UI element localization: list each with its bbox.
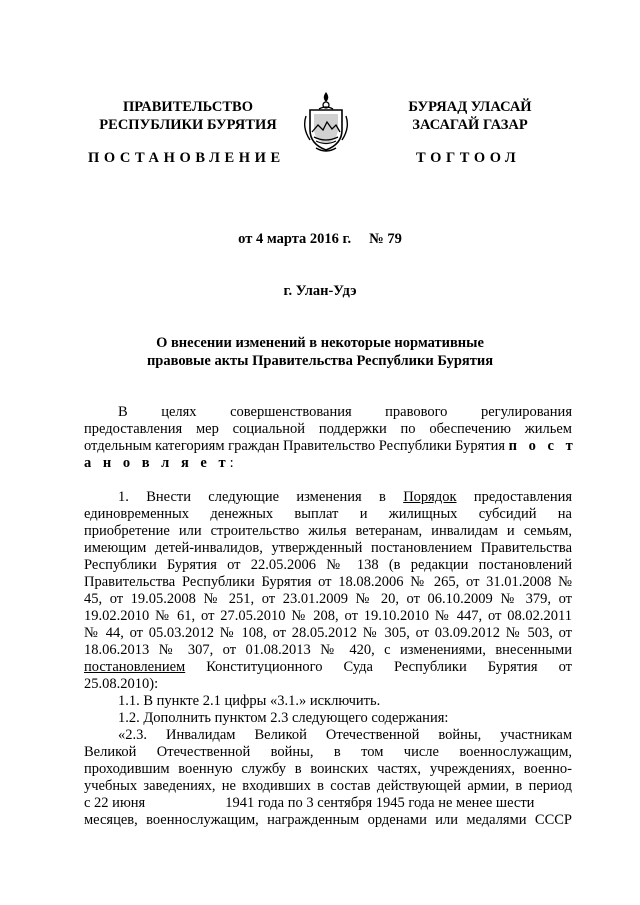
doc-date: от 4 марта 2016 г. (238, 231, 352, 247)
doc-number: № 79 (369, 231, 402, 247)
order-link[interactable]: Порядок (403, 489, 457, 505)
spaced-word: п о с т (508, 438, 577, 454)
issuer-ru-line2: РЕСПУБЛИКИ БУРЯТИЯ (99, 117, 277, 133)
text-line: Республики Бурятия от 22.05.2006 № 138 (в редакции постановлений (84, 557, 572, 573)
text-fragment: : (229, 455, 234, 471)
text-line: Великой Отечественной войны, в том числе военнослужащим, (84, 744, 572, 760)
text-line: «2.3. Инвалидам Великой Отечественной войны, участникам (118, 727, 572, 743)
text-line: имеющим детей-инвалидов, утвержденный постановлением Правительства (84, 540, 572, 556)
text-fragment: с 22 июня (84, 795, 146, 811)
text-line (84, 438, 577, 455)
doc-type-ru: ПОСТАНОВЛЕНИЕ (88, 150, 285, 166)
text-line: № 44, от 05.03.2012 № 108, от 28.05.2012 № 305, от 03.09.2012 № 503, от (84, 625, 572, 641)
text-line: учебных заведениях, не входивших в состав действующей армии, в период (84, 778, 572, 794)
text-line: месяцев, военнослужащим, награжденным орденами или медалями СССР (84, 812, 572, 828)
text-fragment: отдельным категориям граждан Правительство Республики Бурятия (84, 438, 506, 454)
text-line: проходившим военную службу в воинских частях, учреждениях, военно- (84, 761, 572, 777)
text-line: 19.02.2010 № 61, от 27.05.2010 № 208, от 19.10.2010 № 447, от 08.02.2011 (84, 608, 572, 624)
text-line: Правительства Республики Бурятия от 18.08.2006 № 265, от 31.01.2008 № (84, 574, 572, 590)
text-line (84, 795, 572, 812)
text-line: В целях совершенствования правового регулирования (118, 404, 572, 420)
resolution-link[interactable]: постановлением (84, 659, 186, 675)
issuer-bua-line1: БУРЯАД УЛАСАЙ (408, 99, 532, 115)
text-line: приобретение или строительство жилья ветеранам, инвалидам и семьям, (84, 523, 572, 539)
text-line: 1.2. Дополнить пунктом 2.3 следующего содержания: (118, 710, 449, 726)
text-fragment: 1. Внести следующие изменения в (118, 489, 386, 505)
text-line: 1.1. В пункте 2.1 цифры «3.1.» исключить. (118, 693, 381, 709)
coat-of-arms-emblem (300, 90, 352, 154)
text-line (118, 489, 572, 506)
doc-type-bua: ТОГТООЛ (416, 150, 521, 166)
issuer-bua (370, 98, 570, 134)
spaced-word: а н о в л я е т (84, 455, 230, 471)
doc-title-line1: О внесении изменений в некоторые нормативные (156, 335, 484, 351)
doc-title-line2: правовые акты Правительства Республики Бурятия (146, 353, 494, 369)
doc-title (0, 334, 640, 370)
text-fragment: Конституционного Суда Республики Бурятия от (206, 659, 572, 675)
text-line: 45, от 19.05.2008 № 251, от 23.01.2009 № 20, от 06.10.2009 № 379, от (84, 591, 572, 607)
issuer-ru-line1: ПРАВИТЕЛЬСТВО (123, 99, 253, 115)
issuer-bua-line2: ЗАСАГАЙ ГАЗАР (412, 117, 528, 133)
text-line: единовременных денежных выплат и жилищных субсидий на (84, 506, 572, 522)
text-line (84, 455, 572, 472)
date-number-line (0, 231, 640, 248)
text-fragment: предоставления (473, 489, 573, 505)
text-fragment: 1941 года по 3 сентября 1945 года не менее шести (225, 795, 535, 811)
issuer-ru (88, 98, 288, 134)
text-line: 25.08.2010): (84, 676, 159, 692)
text-line: 18.06.2013 № 307, от 01.08.2013 № 420, с изменениями, внесенными (84, 642, 572, 658)
text-line (84, 659, 572, 676)
doc-city: г. Улан-Удэ (283, 283, 357, 299)
text-line: предоставления мер социальной поддержки по обеспечению жильем (84, 421, 572, 437)
